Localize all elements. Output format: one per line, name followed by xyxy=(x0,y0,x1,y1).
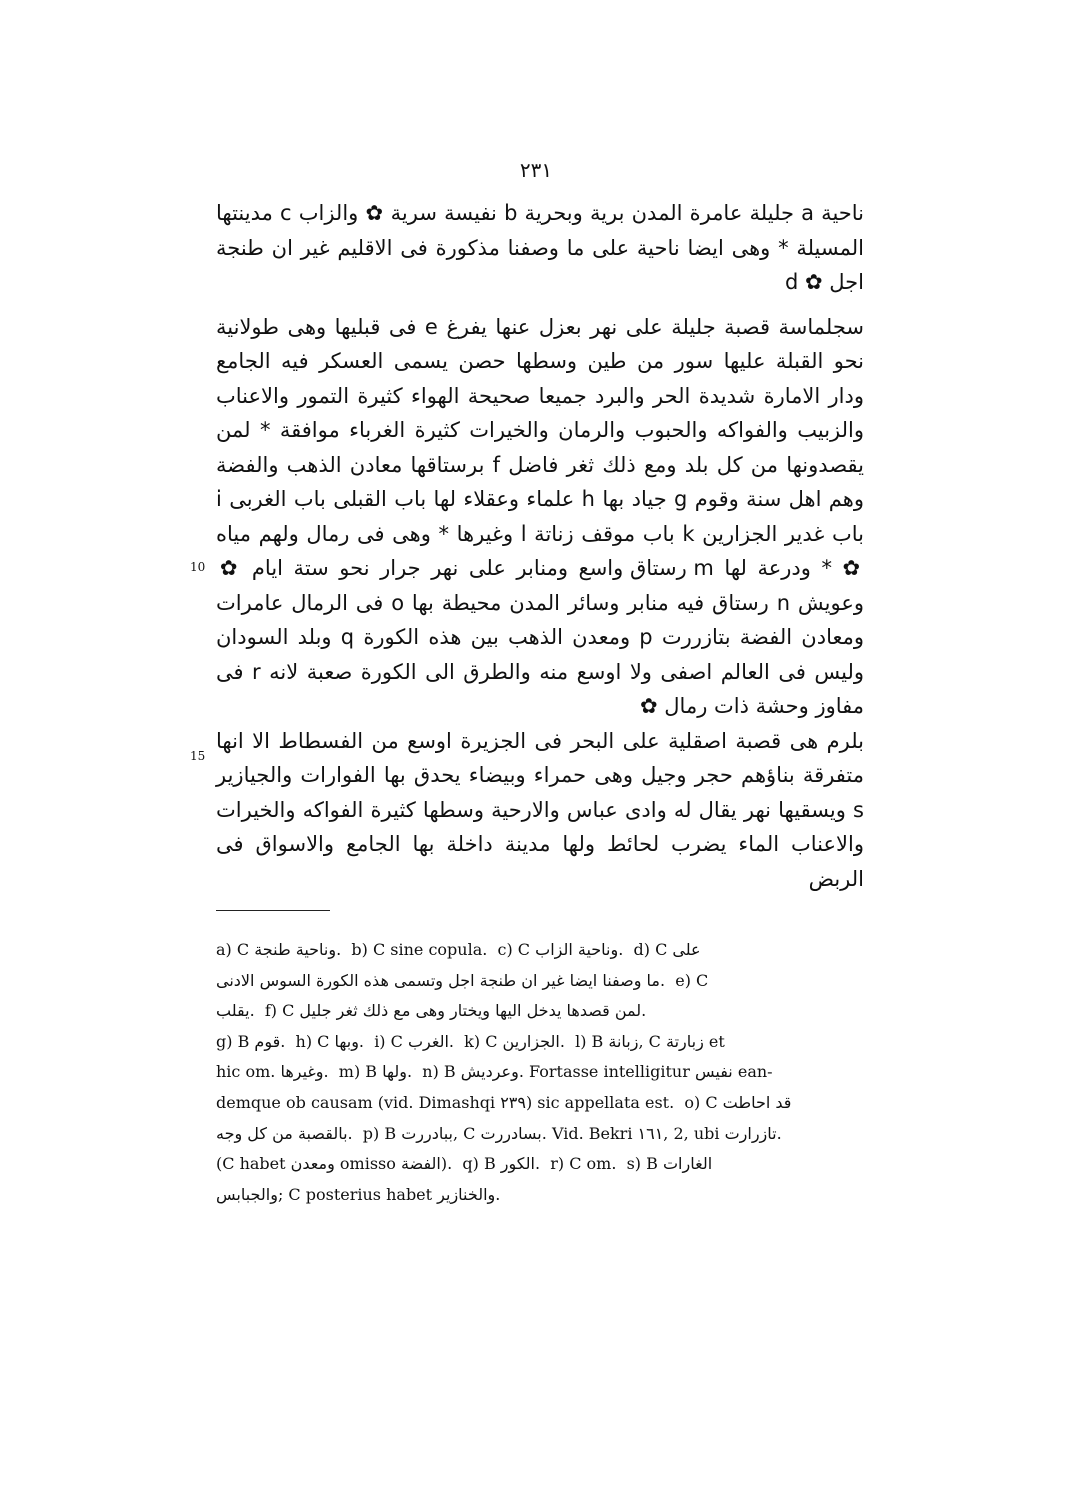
footnote-line: (C habet ومعدن omisso الفضة). q) B الكور. r) C om. s) B الغارات xyxy=(216,1154,713,1174)
footnote-marker: e) C xyxy=(675,970,709,990)
footnote-arabic: يقلب xyxy=(216,1001,250,1021)
footnote-arabic: زبارتة xyxy=(665,1031,704,1051)
footnote-marker: m) B xyxy=(338,1062,378,1082)
footnote-line: ما وصفنا ايضا غير ان طنجة اجل وتسمى هذه الكورة السوس الادنى. e) C xyxy=(216,970,709,990)
footnote-arabic: والخنازير xyxy=(437,1184,496,1204)
footnote-line: والجبابس; C posterius habet والخنازير. xyxy=(216,1184,501,1204)
footnote-marker: r) C om. xyxy=(550,1154,617,1174)
footnote-marker: g) B xyxy=(216,1031,250,1051)
paragraph-palermo: بلرم هى قصبة اصقلية على البحر فى الجزيرة اوسع من الفسطاط الا انها متفرقة بناؤهم حجر وجيل وهى حمراء وبيضاء يحدق بها الفوارات والجيازير s ويسقيها نهر يقال له وادى عباس والارحية وسطها كثيرة الفواكه والخيرات والاعناب الماء يضرب لحائط ولها مدينة داخلة بها الجامع والاسواق فى الربض xyxy=(216,728,864,891)
footnote-marker: p) B xyxy=(362,1123,397,1143)
footnote-marker: k) C xyxy=(464,1031,498,1051)
footnote-arabic: بالقصبة من كل وجه xyxy=(216,1123,348,1143)
footnote-line: a) C وناحية طنجة. b) C sine copula. c) C وناحية الزاب. d) C على xyxy=(216,940,701,959)
footnote-text: . Vid. Bekri ١٦١, 2, ubi xyxy=(541,1123,720,1143)
footnotes xyxy=(216,935,864,1210)
footnote-line: بالقصبة من كل وجه. p) B ببادررت, C بسادررت. Vid. Bekri ١٦١, 2, ubi تازرارت. xyxy=(216,1123,782,1143)
footnote-arabic: ببادررت xyxy=(401,1123,453,1143)
footnote-line: يقلب. f) C لمن قصدها يدخل اليها ويختار وهى مع ذلك ثغر جليل. xyxy=(216,1001,647,1021)
footnote-arabic: نفيس xyxy=(694,1062,733,1082)
footnote-arabic: وعرديش xyxy=(460,1062,519,1082)
footnote-arabic: الغرب xyxy=(407,1031,449,1051)
footnote-text: , C xyxy=(638,1031,661,1051)
footnote-arabic: ولها xyxy=(382,1062,407,1082)
footnote-marker: i) C xyxy=(374,1031,403,1051)
footnote-marker: l) B xyxy=(575,1031,604,1051)
footnote-arabic: الغارات xyxy=(662,1154,713,1174)
footnote-marker: a) C xyxy=(216,940,250,959)
footnote-arabic: بسادررت xyxy=(480,1123,542,1143)
footnote-marker: b) C sine copula. xyxy=(351,940,488,959)
footnote-text: ). xyxy=(440,1154,453,1174)
footnote-arabic: الجزارين xyxy=(502,1031,560,1051)
paragraph-zab: ناحية a جليلة عامرة المدن برية وبحرية b نفيسة سرية ✿ والزاب c مدينتها المسيلة * وهى ايضا ناحية على ما وصفنا مذكورة فى الاقليم غير ان طنجة اجل ✿ d xyxy=(216,201,865,294)
footnote-marker: f) C xyxy=(264,1001,295,1021)
footnote-arabic: لمن قصدها يدخل اليها ويختار وهى مع ذلك ثغر جليل xyxy=(299,1001,642,1021)
line-number-15: 15 xyxy=(190,749,206,763)
footnote-arabic: ما وصفنا ايضا غير ان طنجة اجل وتسمى هذه الكورة السوس الادنى xyxy=(216,970,660,990)
footnote-marker: n) B xyxy=(422,1062,456,1082)
footnote-text: hic om. xyxy=(216,1062,276,1082)
footnote-arabic: وبها xyxy=(334,1031,359,1051)
footnote-marker: s) B xyxy=(626,1154,658,1174)
footnote-arabic: قوم xyxy=(254,1031,281,1051)
footnote-marker: h) C xyxy=(295,1031,330,1051)
line-number-10: 10 xyxy=(190,560,206,574)
footnote-text: demque ob causam (vid. Dimashqi ٢٣٩) sic appellata est. xyxy=(216,1092,675,1112)
footnote-text: omisso xyxy=(339,1154,396,1174)
footnote-text: , C xyxy=(453,1123,476,1143)
footnote-marker: q) B xyxy=(462,1154,496,1174)
footnote-text: et xyxy=(708,1031,725,1051)
footnote-arabic: زبانة xyxy=(608,1031,639,1051)
footnote-line: hic om. وغيرها. m) B ولها. n) B وعرديش. Fortasse intelligitur نفيس ean- xyxy=(216,1062,773,1082)
page-number: ٢٣١ xyxy=(519,158,553,182)
footnote-text: ean- xyxy=(737,1062,773,1082)
footnote-arabic: الكور xyxy=(500,1154,535,1174)
footnote-marker: d) C xyxy=(633,940,668,959)
footnote-marker: o) C xyxy=(684,1092,718,1112)
footnote-arabic: ومعدن xyxy=(290,1154,335,1174)
main-text xyxy=(216,196,864,896)
footnote-divider xyxy=(216,910,330,911)
footnote-line xyxy=(216,1088,864,1119)
footnote-line: g) B قوم. h) C وبها. i) C الغرب. k) C الجزارين. l) B زبانة, C زبارتة et xyxy=(216,1031,725,1051)
footnote-arabic: وغيرها xyxy=(280,1062,324,1082)
footnote-arabic: على xyxy=(672,940,701,959)
footnote-arabic: تازرارت xyxy=(724,1123,777,1143)
footnote-arabic: والجبابس xyxy=(216,1184,278,1204)
paragraph-sijilmasa: سجلماسة قصبة جليلة على نهر بعزل عنها يفرغ e فى قبليها وهى طولانية نحو القبلة عليها سور من طين وسطها حصن يسمى العسكر فيه الجامع ودار الامارة شديدة الحر والبرد جميعا صحيحة الهواء كثيرة التمور والاعناب والزبيب والفواكه والحبوب والرمان والخيرات كثيرة الغرباء موافقة * لمن يقصدونها من كل بلد ومع ذلك ثغر فاضل f برستاقها معادن الذهب والفضة وهم اهل سنة وقوم g جياد بها h علماء وعقلاء لها باب القبلى باب الغربى i باب غدير الجزارين k باب موقف زناتة l وغيرها * وهى فى رمال ولهم مياه ✿ * ودرعة لها m رستاق واسع ومنابر على نهر جرار نحو ستة ايام ✿ وعويش n رستاق فيه منابر وسائر المدن محيطة بها o فى الرمال عامرات ومعادن الفضة بتازررت p ومعدن الذهب بين هذه الكورة q وبلد السودان وليس فى العالم اصفى ولا اوسع منه والطرق الى الكورة صعبة لانه r فى مفاوز وحشة ذات رمال ✿ xyxy=(216,314,864,718)
footnote-arabic: الفضة xyxy=(401,1154,441,1174)
footnote-arabic: وناحية الزاب xyxy=(535,940,619,959)
footnote-text: . Fortasse intelligitur xyxy=(518,1062,690,1082)
footnote-arabic: قد احاطت xyxy=(722,1092,792,1112)
footnote-text: ; C posterius habet xyxy=(277,1184,433,1204)
footnote-text: (C habet xyxy=(216,1154,286,1174)
footnote-marker: c) C xyxy=(497,940,531,959)
footnote-arabic: وناحية طنجة xyxy=(254,940,337,959)
